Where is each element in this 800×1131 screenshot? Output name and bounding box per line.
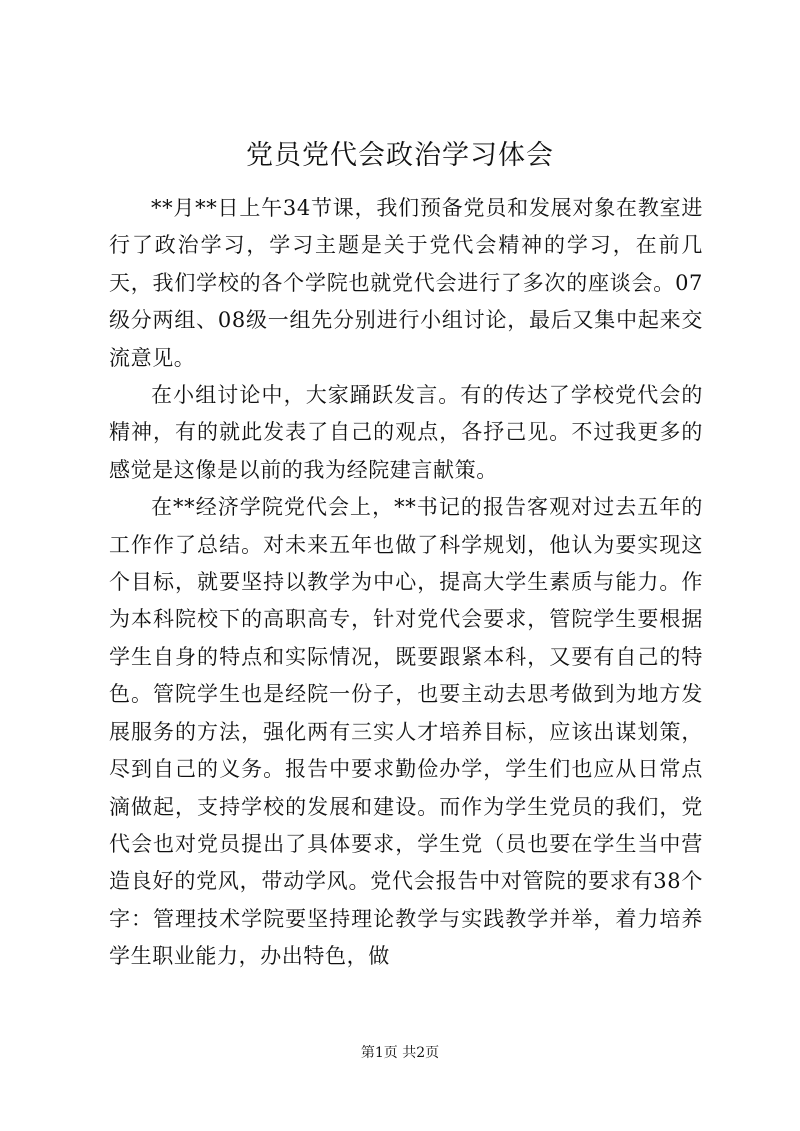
document-body bbox=[109, 190, 703, 976]
paragraph-1: **月**日上午34节课，我们预备党员和发展对象在教室进行了政治学习，学习主题是关于党代会精神的学习，在前几天，我们学校的各个学院也就党代会进行了多次的座谈会。07级分两组、08级一组先分别进行小组讨论，最后又集中起来交流意见。 bbox=[109, 196, 703, 370]
document-title: 党员党代会政治学习体会 bbox=[246, 140, 554, 171]
page-footer: 第1页 共2页 bbox=[360, 1045, 440, 1061]
paragraph-3: 在**经济学院党代会上，**书记的报告客观对过去五年的工作作了总结。对未来五年也做了科学规划，他认为要实现这个目标，就要坚持以教学为中心，提高大学生素质与能力。作为本科院校下的高职高专，针对党代会要求，管院学生要根据学生自身的特点和实际情况，既要跟紧本科，又要有自己的特色。管院学生也是经院一份子，也要主动去思考做到为地方发展服务的方法，强化两有三实人才培养目标，应该出谋划策，尽到自己的义务。报告中要求勤俭办学，学生们也应从日常点滴做起，支持学校的发展和建设。而作为学生党员的我们，党代会也对党员提出了具体要求，学生党（员也要在学生当中营造良好的党风，带动学风。党代会报告中对管院的要求有38个字：管理技术学院要坚持理论教学与实践教学并举，着力培养学生职业能力，办出特色，做 bbox=[109, 495, 703, 969]
paragraph-2: 在小组讨论中，大家踊跃发言。有的传达了学校党代会的精神，有的就此发表了自己的观点，各抒己见。不过我更多的感觉是这像是以前的我为经院建言献策。 bbox=[109, 383, 703, 482]
